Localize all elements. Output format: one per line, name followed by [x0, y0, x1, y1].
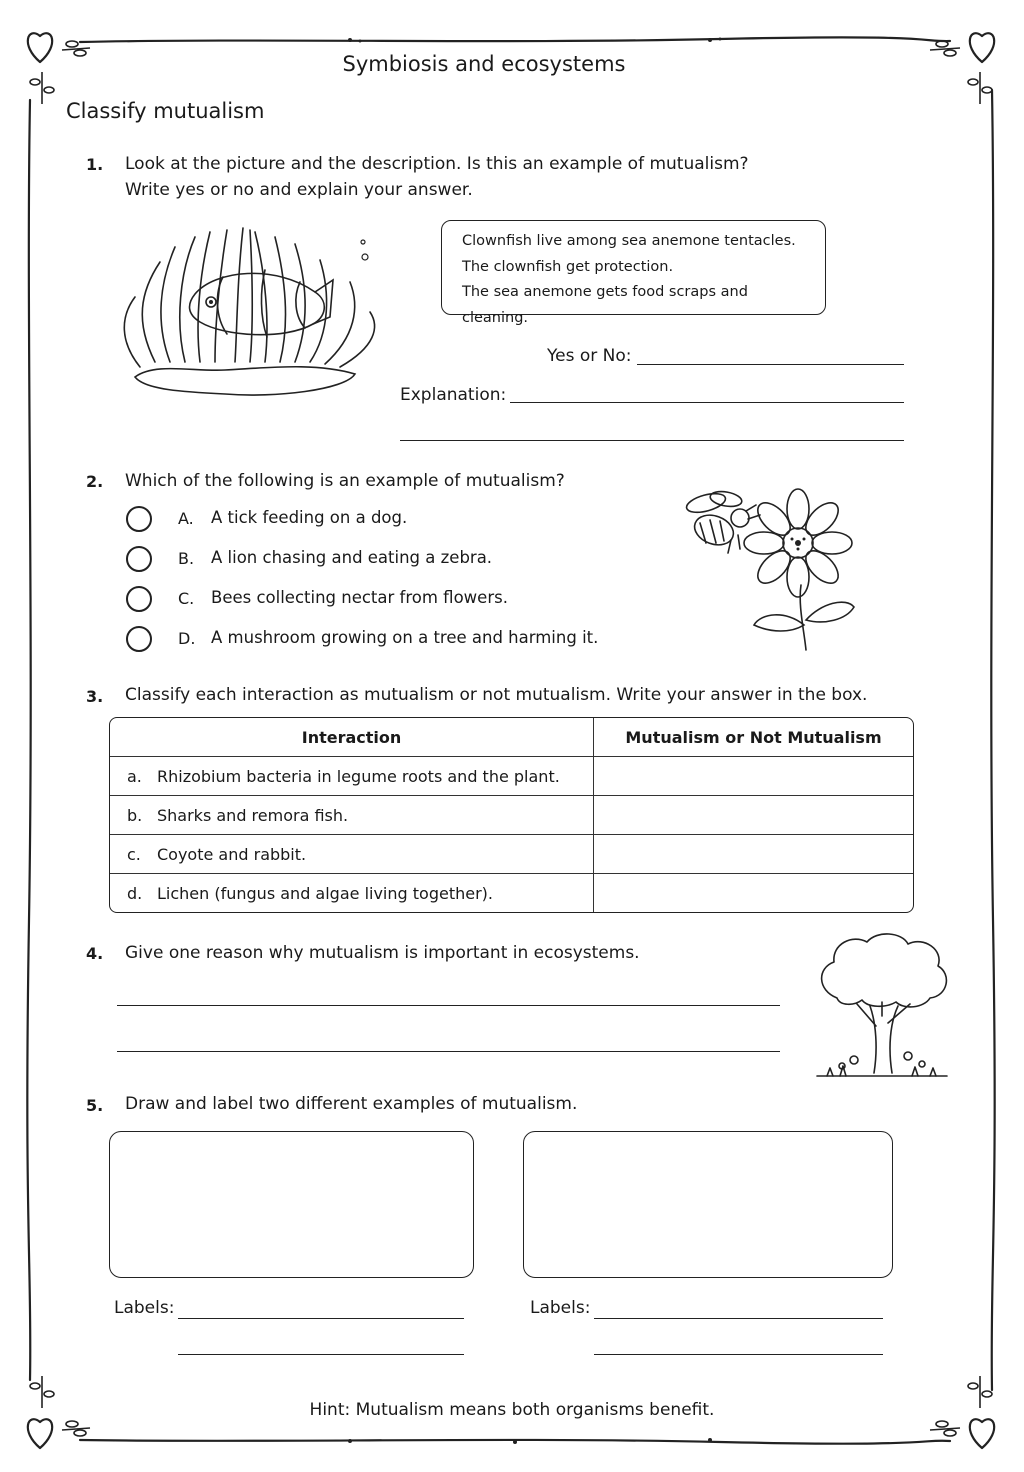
table-row — [110, 835, 913, 874]
label-line-right-2[interactable] — [594, 1354, 883, 1355]
question-4-text: Give one reason why mutualism is important in ecosystems. — [125, 943, 640, 963]
label-line-left[interactable] — [178, 1318, 464, 1319]
answer-cell[interactable] — [594, 757, 913, 796]
column-header-answer: Mutualism or Not Mutualism — [594, 718, 913, 757]
option-d-letter: D. — [178, 629, 196, 648]
drawing-box-left[interactable] — [109, 1131, 474, 1278]
option-d-radio[interactable] — [126, 626, 152, 652]
option-c-radio[interactable] — [126, 586, 152, 612]
option-a-text: A tick feeding on a dog. — [211, 508, 408, 527]
question-5-number: 5. — [86, 1096, 104, 1115]
question-1-text-line1: Look at the picture and the description. Is this an example of mutualism? — [125, 154, 749, 174]
answer-cell[interactable] — [594, 874, 913, 912]
bee-flower-illustration — [676, 485, 861, 655]
row-letter: d. — [127, 883, 143, 903]
info-line: Clownfish live among sea anemone tentacles. — [462, 233, 796, 249]
answer-line[interactable] — [117, 1051, 780, 1052]
answer-cell[interactable] — [594, 796, 913, 835]
question-1-number: 1. — [86, 155, 104, 174]
table-row — [110, 757, 913, 796]
question-4-number: 4. — [86, 944, 104, 963]
option-c-letter: C. — [178, 589, 195, 608]
row-interaction: Coyote and rabbit. — [157, 844, 307, 864]
option-d-text: A mushroom growing on a tree and harming it. — [211, 628, 599, 647]
answer-cell[interactable] — [594, 835, 913, 874]
clownfish-anemone-illustration — [115, 222, 390, 402]
row-interaction: Lichen (fungus and algae living together). — [157, 883, 493, 903]
classification-table — [109, 717, 914, 913]
label-line-right[interactable] — [594, 1318, 883, 1319]
row-letter: a. — [127, 766, 142, 786]
option-a-radio[interactable] — [126, 506, 152, 532]
table-header-row — [110, 718, 913, 757]
answer-line[interactable] — [117, 1005, 780, 1006]
column-header-interaction: Interaction — [110, 718, 594, 757]
explanation-label: Explanation: — [400, 385, 507, 405]
row-interaction: Rhizobium bacteria in legume roots and the plant. — [157, 766, 560, 786]
question-3-text: Classify each interaction as mutualism or not mutualism. Write your answer in the box. — [125, 685, 868, 705]
question-2-text: Which of the following is an example of mutualism? — [125, 471, 565, 491]
row-letter: b. — [127, 805, 143, 825]
drawing-box-right[interactable] — [523, 1131, 893, 1278]
option-a-letter: A. — [178, 509, 194, 528]
question-3-number: 3. — [86, 687, 104, 706]
info-box — [441, 220, 826, 326]
tree-illustration — [812, 928, 952, 1086]
label-line-left-2[interactable] — [178, 1354, 464, 1355]
heart-icon — [28, 1419, 52, 1448]
option-b-radio[interactable] — [126, 546, 152, 572]
explanation-answer-line-2[interactable] — [400, 440, 904, 441]
heart-icon — [970, 33, 994, 62]
table-row — [110, 874, 913, 912]
labels-label-right: Labels: — [530, 1298, 591, 1318]
hint-text: Hint: Mutualism means both organisms benefit. — [309, 1400, 715, 1420]
option-b-letter: B. — [178, 549, 195, 568]
yes-no-answer-line[interactable] — [637, 364, 904, 365]
yes-no-label: Yes or No: — [547, 346, 632, 366]
heart-icon — [970, 1419, 994, 1448]
page-title: Symbiosis and ecosystems — [342, 52, 626, 76]
explanation-answer-line[interactable] — [510, 402, 904, 403]
row-letter: c. — [127, 844, 141, 864]
info-line: The sea anemone gets food scraps and cleaning. — [462, 284, 748, 326]
table-row — [110, 796, 913, 835]
option-b-text: A lion chasing and eating a zebra. — [211, 548, 493, 567]
question-1-text-line2: Write yes or no and explain your answer. — [125, 180, 473, 200]
row-interaction: Sharks and remora fish. — [157, 805, 349, 825]
option-c-text: Bees collecting nectar from flowers. — [211, 588, 508, 607]
section-heading: Classify mutualism — [66, 99, 265, 123]
question-2-number: 2. — [86, 472, 104, 491]
question-5-text: Draw and label two different examples of mutualism. — [125, 1094, 578, 1114]
labels-label-left: Labels: — [114, 1298, 175, 1318]
info-line: The clownfish get protection. — [462, 258, 674, 275]
